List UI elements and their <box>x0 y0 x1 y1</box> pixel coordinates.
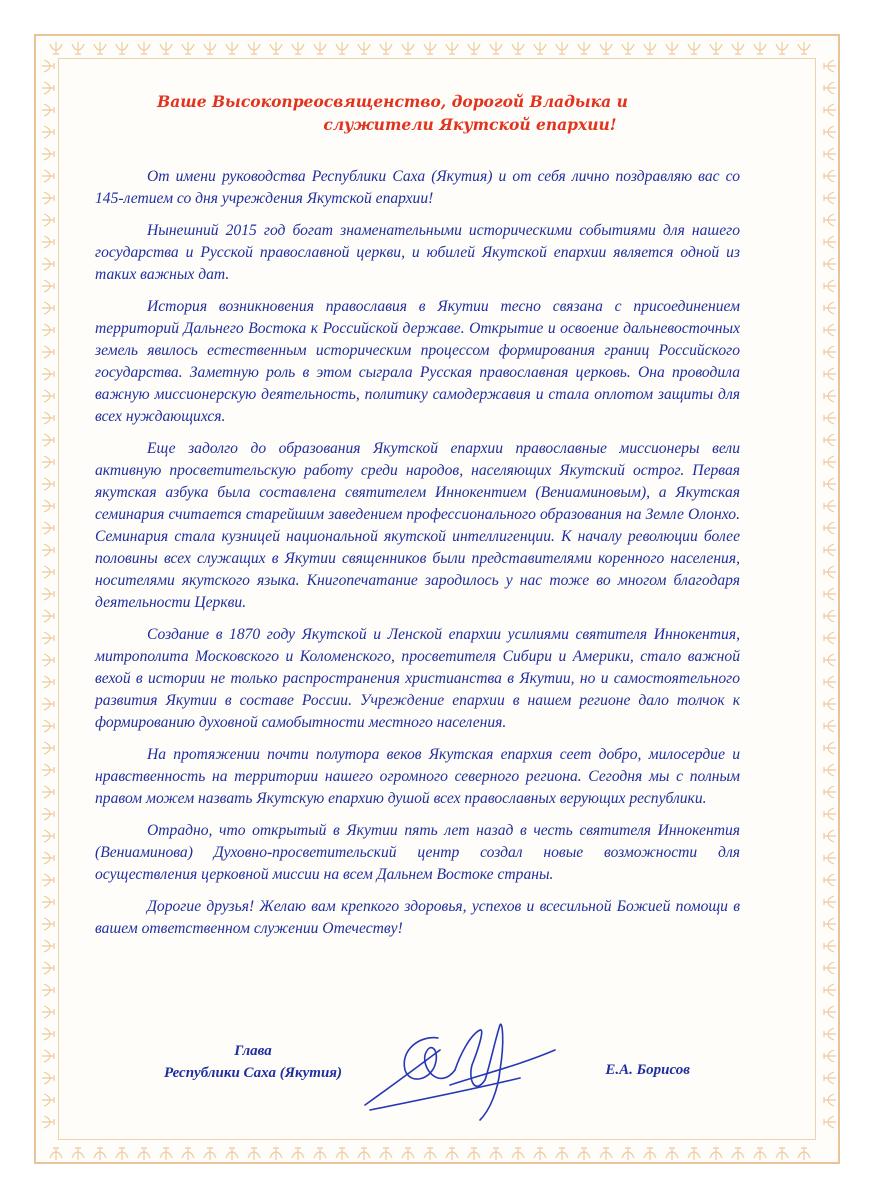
handwritten-signature <box>360 1010 560 1130</box>
paragraph-8: Дорогие друзья! Желаю вам крепкого здоровья, успехов и всесильной Божией помощи в вашем ответственном служении Отечеству! <box>95 898 740 937</box>
greeting-line-2: служители Якутской епархии! <box>323 115 617 134</box>
signer-title-line-2: Республики Саха (Якутия) <box>163 1065 343 1081</box>
paragraph-5: Создание в 1870 году Якутской и Ленской епархии усилиями святителя Иннокентия, митрополита Московского и Коломенского, просветителя Сибири и Америки, стало важной вехой в истории не только распространения христианства в Якутии, но и самостоятельного развития Якутии в составе России. Учреждение епархии в нашем регионе дало толчок к формированию духовной самобытности местного населения. <box>95 626 740 731</box>
paragraph-7: Отрадно, что открытый в Якутии пять лет назад в честь святителя Иннокентия (Вениаминова) Духовно-просветительский центр создал новые возможности для осуществления церковной миссии на всем Дальнем Востоке страны. <box>95 822 740 883</box>
signer-name: Е.А. Борисов <box>605 1062 690 1078</box>
paragraph-6: На протяжении почти полутора веков Якутская епархия сеет добро, милосердие и нравственность на территории нашего огромного северного региона. Сегодня мы с полным правом можем назвать Якутскую епархию душой всех православных верующих республики. <box>95 746 740 807</box>
paragraph-3: История возникновения православия в Якутии тесно связана с присоединением территорий Дальнего Востока к Российской державе. Открытие и освоение дальневосточных земель явилось естественным историческим процессом формирования границ Российского государства. Заметную роль в этом сыграла Русская православная церковь. Она проводила важную миссионерскую деятельность, политику самодержавия и стала оплотом защиты для всех нуждающихся. <box>95 298 740 425</box>
paragraph-1: От имени руководства Республики Саха (Якутия) и от себя лично поздравляю вас со 145-летием со дня учреждения Якутской епархии! <box>95 168 740 207</box>
paragraph-2: Нынешний 2015 год богат знаменательными историческими событиями для нашего государства и Русской православной церкви, и юбилей Якутской епархии является одной из таких важных дат. <box>95 222 740 283</box>
paragraph-4: Еще задолго до образования Якутской епархии православные миссионеры вели активную просветительскую работу среди народов, населяющих Якутский острог. Первая якутская азбука была составлена святителем Иннокентием (Вениаминовым), а Якутская семинария считается старейшим заведением профессионального образования на Земле Олонхо. Семинария стала кузницей национальной якутской интеллигенции. К началу революции более половины всех служащих в Якутии священников были представителями коренного населения, носителями якутского языка. Книгопечатание зародилось у нас тоже во многом благодаря деятельности Церкви. <box>95 440 740 611</box>
letter-body <box>95 166 740 950</box>
signer-title <box>133 1040 373 1084</box>
signer-title-line-1: Глава <box>234 1043 272 1059</box>
greeting <box>100 90 760 136</box>
greeting-line-1: Ваше Высокопреосвященство, дорогой Владыка и <box>157 92 628 111</box>
